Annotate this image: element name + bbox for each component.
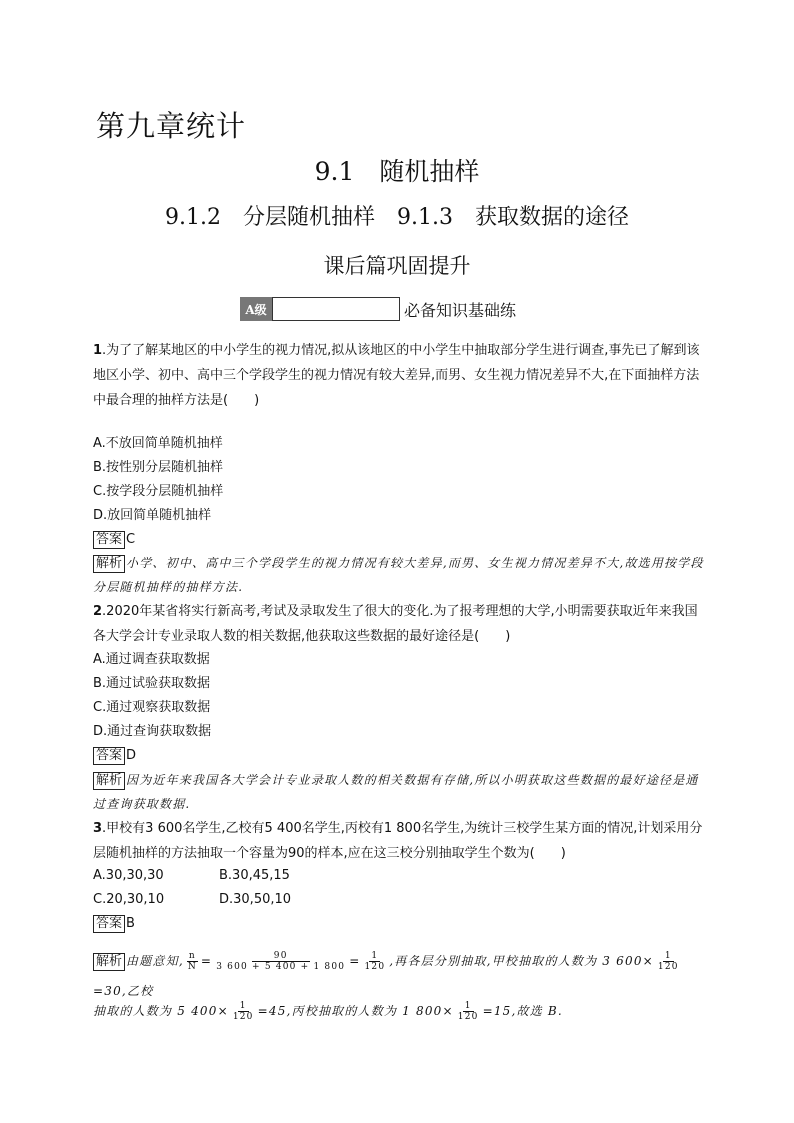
chapter-title: 第九章统计 <box>96 109 247 143</box>
q3-analysis-line2: 抽取的人数为 5 400× $\frac{1}{120}$ =45,丙校抽取的人数为 1 800× $\frac{1}{120}$ =15,故选 B. <box>93 1001 563 1022</box>
q3-option-c: C.20,30,10 <box>93 892 165 907</box>
q2-analysis: 解析 因为近年来我国各大学会计专业录取人数的相关数据有存储,所以小明获取这些数据的最好途径是通过查询获取数据. <box>93 773 699 811</box>
q3-answer: 答案 B <box>93 914 135 934</box>
q2-option-c: C.通过观察获取数据 <box>93 700 211 715</box>
fraction-1-over-120: $\frac{1}{120}$ <box>457 1001 479 1022</box>
q1-option-b: B.按性别分层随机抽样 <box>93 460 224 475</box>
section-title: 9.1 随机抽样 <box>314 157 480 186</box>
q3-option-a: A.30,30,30 <box>93 868 164 883</box>
fraction-90-over-total: $\frac{90}{3 600 + 5 400 + 1 800}$ <box>216 951 346 972</box>
level-label: 必备知识基础练 <box>404 300 517 320</box>
question-1: 1.为了了解某地区的中小学生的视力情况,拟从该地区的中小学生中抽取部分学生进行调查,事先已了解到该地区小学、初中、高中三个学段学生的视力情况有较大差异,而男、女生视力情况差异不大,在下面抽样方法中最合理的抽样方法是( ) <box>93 343 700 408</box>
q2-option-b: B.通过试验获取数据 <box>93 676 211 691</box>
q1-option-c: C.按学段分层随机抽样 <box>93 484 224 499</box>
q3-option-d: D.30,50,10 <box>219 892 292 907</box>
analysis-tag: 解析 <box>93 772 125 790</box>
q2-option-d: D.通过查询获取数据 <box>93 724 212 739</box>
level-badge: A级 <box>240 297 272 321</box>
q1-option-a: A.不放回简单随机抽样 <box>93 436 223 451</box>
q1-option-d: D.放回简单随机抽样 <box>93 508 212 523</box>
question-2: 2.2020年某省将实行新高考,考试及录取发生了很大的变化.为了报考理想的大学,小明需要获取近年来我国各大学会计专业录取人数的相关数据,他获取这些数据的最好途径是( ) <box>93 604 698 644</box>
analysis-tag: 解析 <box>93 953 125 971</box>
answer-tag: 答案 <box>93 531 125 549</box>
question-3: 3.甲校有3 600名学生,乙校有5 400名学生,丙校有1 800名学生,为统计三校学生某方面的情况,计划采用分层随机抽样的方法抽取一个容量为90的样本,应在这三校分别抽取学生个数为( ) <box>93 821 703 861</box>
q3-analysis-line1: 解析 由题意知, $\frac{n}{N}$ = $\frac{90}{3 600 + 5 400 + 1 800}$ = $\frac{1}{120}$ ,再各层分别抽取,甲校抽取的人数为 3 600× $\frac{1}{120}$ =30,乙校 <box>93 951 679 998</box>
fraction-1-over-120: $\frac{1}{120}$ <box>657 951 679 972</box>
q1-analysis: 解析 小学、初中、高中三个学段学生的视力情况有较大差异,而男、女生视力情况差异不大,故选用按学段分层随机抽样的抽样方法. <box>93 556 704 594</box>
level-header <box>240 296 516 322</box>
subsection-title: 9.1.2 分层随机抽样 9.1.3 获取数据的途径 <box>165 205 629 230</box>
q1-answer: 答案 C <box>93 530 135 550</box>
analysis-tag: 解析 <box>93 555 125 573</box>
fraction-1-over-120: $\frac{1}{120}$ <box>232 1001 254 1022</box>
fraction-n-over-N: $\frac{n}{N}$ <box>187 951 197 972</box>
answer-tag: 答案 <box>93 915 125 933</box>
answer-tag: 答案 <box>93 747 125 765</box>
fraction-1-over-120: $\frac{1}{120}$ <box>364 951 386 972</box>
q2-answer: 答案 D <box>93 746 136 766</box>
q3-option-b: B.30,45,15 <box>219 868 290 883</box>
part-title: 课后篇巩固提升 <box>323 254 471 278</box>
level-box <box>272 297 400 321</box>
q2-option-a: A.通过调查获取数据 <box>93 652 210 667</box>
